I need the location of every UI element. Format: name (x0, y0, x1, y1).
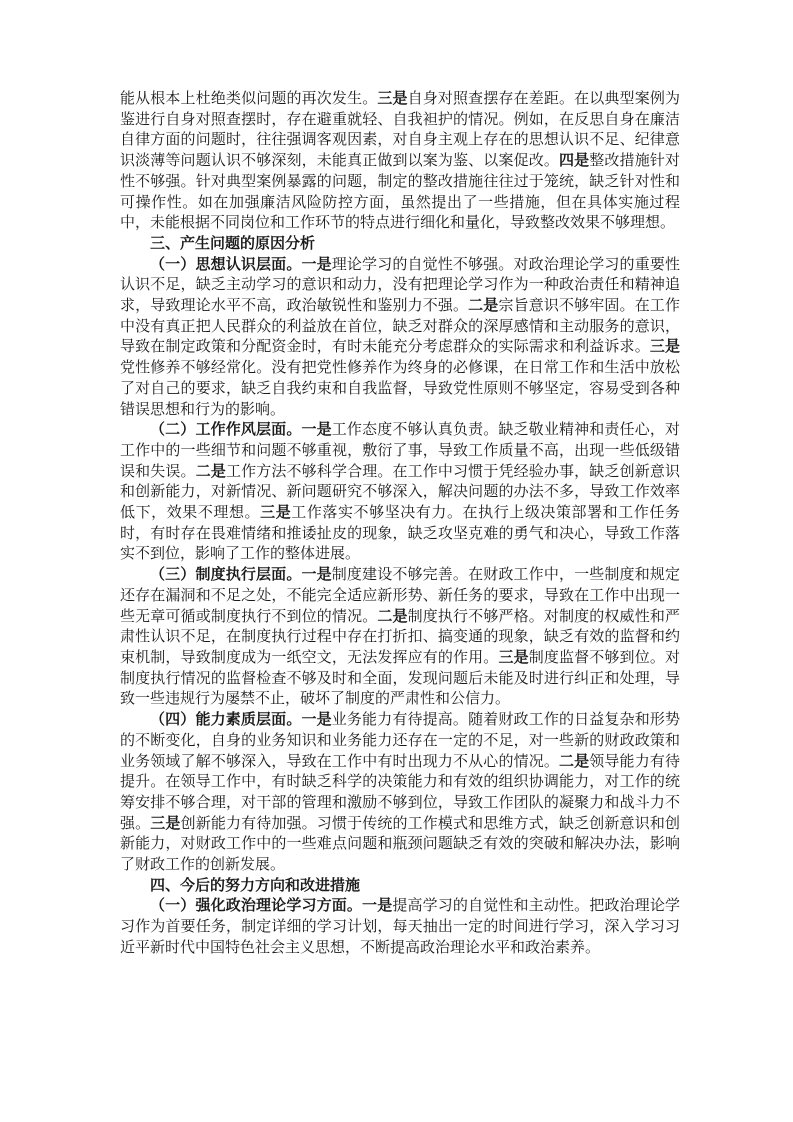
text-run: 宗旨意识不够牢固。在工作中没有真正把人民群众的利益放在首位，缺乏对群众的深厚感情和主动服务的意识，导致在制定政策和分配资金时，有时未能充分考虑群众的实际需求和利益诉求。 (120, 296, 680, 356)
text-run: 领导能力有待提升。在领导工作中，有时缺乏科学的决策能力和有效的组织协调能力，对工作的统筹安排不够合理，对干部的管理和激励不够到位，导致工作团队的凝聚力和战斗力不强。 (120, 751, 680, 832)
bold-text: （二）工作作风层面。一是 (150, 420, 332, 439)
body-paragraph (120, 564, 680, 709)
bold-text: 三是 (150, 813, 181, 832)
body-paragraph (120, 254, 680, 420)
document-page (120, 88, 680, 958)
section-heading (120, 875, 680, 896)
text-run: 工作落实不够坚决有力。在执行上级决策部署和工作任务时，有时存在畏难情绪和推诿扯皮的现象，缺乏攻坚克难的勇气和决心，导致工作落实不到位，影响了工作的整体进展。 (120, 503, 680, 563)
bold-text: 二是 (195, 461, 226, 480)
text-run: 自身对照查摆存在差距。在以典型案例为鉴进行自身对照查摆时，存在避重就轻、自我袒护的情况。例如，在反思自身在廉洁自律方面的问题时，往往强调客观因素，对自身主观上存在的思想认识不足、纪律意识淡薄等问题认识不够深刻，未能真正做到以案为鉴、以案促改。 (120, 89, 680, 170)
body-paragraph (120, 88, 680, 233)
section-heading (120, 233, 680, 254)
bold-text: 三是 (377, 89, 408, 107)
bold-text: （一）强化政治理论学习方面。一是 (150, 896, 393, 915)
bold-text: （四）能力素质层面。一是 (150, 710, 332, 729)
text-run: 业务能力有待提高。随着财政工作的日益复杂和形势的不断变化，自身的业务知识和业务能力还存在一定的不足，对一些新的财政政策和业务领域了解不够深入，导致在工作中有时出现力不从心的情况。 (120, 710, 680, 770)
bold-text: 三是 (649, 337, 680, 356)
text-run: 工作方法不够科学合理。在工作中习惯于凭经验办事，缺乏创新意识和创新能力，对新情况、新问题研究不够深入，解决问题的办法不多，导致工作效率低下，效果不理想。 (120, 461, 680, 522)
text-run: 理论学习的自觉性不够强。对政治理论学习的重要性认识不足，缺乏主动学习的意识和动力，没有把理论学习作为一种政治责任和精神追求，导致理论水平不高，政治敏锐性和鉴别力不强。 (120, 254, 680, 315)
body-paragraph (120, 895, 680, 957)
text-run: 能从根本上杜绝类似问题的再次发生。 (120, 89, 378, 107)
text-run: 制度监督不够到位。对制度执行情况的监督检查不够及时和全面，发现问题后未能及时进行纠正和处理，导致一些违规行为屡禁不止，破坏了制度的严肃性和公信力。 (120, 647, 680, 708)
bold-text: 四是 (559, 151, 590, 170)
bold-text: 二是 (468, 296, 499, 315)
bold-text: （一）思想认识层面。一是 (150, 254, 332, 273)
text-run: 制度执行不够严格。对制度的权威性和严肃性认识不足，在制度执行过程中存在打折扣、搞变通的现象，缺乏有效的监督和约束机制，导致制度成为一纸空文，无法发挥应有的作用。 (120, 606, 680, 666)
bold-text: 二是 (377, 606, 408, 625)
bold-text: （三）制度执行层面。一是 (150, 565, 332, 584)
bold-text: 三是 (260, 503, 292, 522)
bold-text: 二是 (559, 751, 590, 770)
text-run: 工作态度不够认真负责。缺乏敬业精神和责任心，对工作中的一些细节和问题不够重视，敷衍了事，导致工作质量不高，出现一些低级错误和失误。 (120, 420, 680, 480)
text-run: 提高学习的自觉性和主动性。把政治理论学习作为首要任务，制定详细的学习计划，每天抽出一定的时间进行学习，深入学习习近平新时代中国特色社会主义思想，不断提高政治理论水平和政治素养。 (120, 896, 680, 956)
text-run: 整改措施针对性不够强。针对典型案例暴露的问题，制定的整改措施往往过于笼统，缺乏针对性和可操作性。如在加强廉洁风险防控方面，虽然提出了一些措施，但在具体实施过程中，未能根据不同岗位和工作环节的特点进行细化和量化，导致整改效果不够理想。 (120, 151, 680, 232)
bold-text: 三是 (498, 647, 529, 666)
bold-text: 三、产生问题的原因分析 (150, 233, 316, 252)
text-run: 党性修养不够经常化。没有把党性修养作为终身的必修课，在日常工作和生活中放松了对自己的要求，缺乏自我约束和自我监督，导致党性原则不够坚定，容易受到各种错误思想和行为的影响。 (120, 358, 680, 418)
body-paragraph (120, 709, 680, 875)
bold-text: 四、今后的努力方向和改进措施 (150, 875, 361, 894)
text-run: 创新能力有待加强。习惯于传统的工作模式和思维方式，缺乏创新意识和创新能力，对财政工作中的一些难点问题和瓶颈问题缺乏有效的突破和解决办法，影响了财政工作的创新发展。 (120, 813, 680, 874)
body-paragraph (120, 419, 680, 564)
text-run: 制度建设不够完善。在财政工作中，一些制度和规定还存在漏洞和不足之处，不能完全适应新形势、新任务的要求，导致在工作中出现一些无章可循或制度执行不到位的情况。 (120, 565, 680, 625)
